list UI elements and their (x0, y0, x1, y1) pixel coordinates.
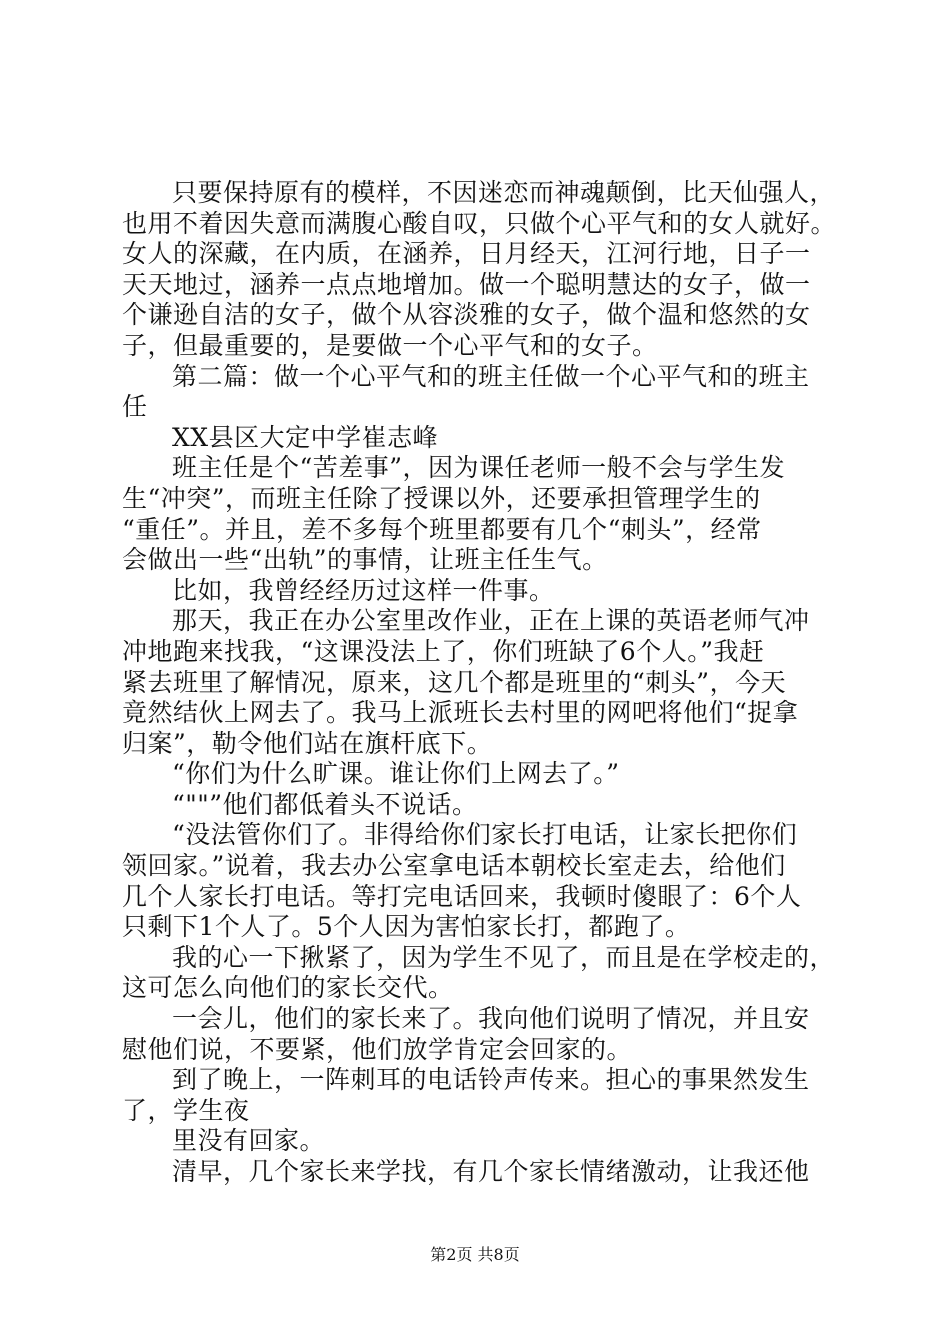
text-line: 生“冲突”，而班主任除了授课以外，还要承担管理学生的 (122, 483, 761, 513)
text-line: 会做出一些“出轨”的事情，让班主任生气。 (122, 545, 608, 575)
text-line: 归案”，勒令他们站在旗杆底下。 (122, 728, 493, 758)
text-line: 里没有回家。 (172, 1126, 326, 1156)
text-line: “重任”。并且，差不多每个班里都要有几个“刺头”，经常 (122, 514, 762, 544)
text-line: 一会儿，他们的家长来了。我向他们说明了情况，并且安 (172, 1004, 810, 1034)
text-line: 子，但最重要的，是要做一个心平气和的女子。 (122, 330, 658, 360)
text-line: 领回家。”说着，我去办公室拿电话本朝校长室走去，给他们 (122, 851, 786, 881)
text-line: 那天，我正在办公室里改作业，正在上课的英语老师气冲 (172, 606, 810, 636)
author-line: XX县区大定中学崔志峰 (172, 422, 439, 452)
body-text (122, 178, 842, 1188)
text-line: 慰他们说，不要紧，他们放学肯定会回家的。 (122, 1034, 633, 1064)
text-line: 到了晚上，一阵刺耳的电话铃声传来。担心的事果然发生 (172, 1065, 810, 1095)
text-line: “""”他们都低着头不说话。 (172, 789, 478, 819)
text-line: 竟然结伙上网去了。我马上派班长去村里的网吧将他们“捉拿 (122, 698, 799, 728)
text-line: “你们为什么旷课。谁让你们上网去了。” (172, 759, 620, 789)
text-line: 比如，我曾经经历过这样一件事。 (172, 575, 555, 605)
text-line: 个谦逊自洁的女子，做个从容淡雅的女子，做个温和悠然的女 (122, 300, 811, 330)
text-line: 班主任是个“苦差事”，因为课任老师一般不会与学生发 (172, 453, 786, 483)
text-line: 天天地过，涵养一点点地增加。做一个聪明慧达的女子，做一 (122, 269, 811, 299)
text-line: 几个人家长打电话。等打完电话回来，我顿时傻眼了：6个人 (122, 881, 802, 911)
text-line: 了，学生夜 (122, 1095, 250, 1125)
text-line: “没法管你们了。非得给你们家长打电话，让家长把你们 (172, 820, 798, 850)
section-heading-continued: 任 (122, 392, 148, 422)
text-line: 冲地跑来找我，“这课没法上了，你们班缺了6个人。”我赶 (122, 636, 765, 666)
text-line: 也用不着因失意而满腹心酸自叹，只做个心平气和的女人就好。 (122, 208, 837, 238)
text-line: 女人的深藏，在内质，在涵养，日月经天，江河行地，日子一 (122, 239, 811, 269)
section-heading: 第二篇：做一个心平气和的班主任做一个心平气和的班主 (172, 361, 810, 391)
text-line: 清早，几个家长来学找，有几个家长情绪激动，让我还他 (172, 1157, 810, 1186)
text-line: 紧去班里了解情况，原来，这几个都是班里的“刺头”，今天 (122, 667, 787, 697)
text-line: 我的心一下揪紧了，因为学生不见了，而且是在学校走的， (172, 942, 836, 972)
text-line: 只要保持原有的模样，不因迷恋而神魂颠倒，比天仙强人， (172, 178, 836, 207)
text-line: 这可怎么向他们的家长交代。 (122, 973, 454, 1003)
page-number-footer: 第2页 共8页 (430, 1245, 520, 1264)
text-line: 只剩下1个人了。5个人因为害怕家长打，都跑了。 (122, 912, 691, 942)
